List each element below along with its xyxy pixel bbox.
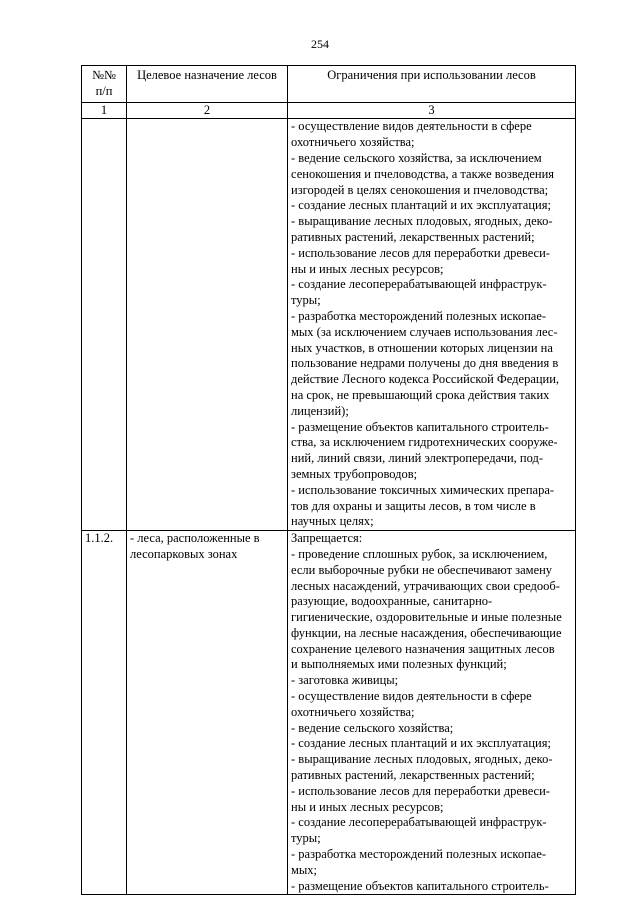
text-line: гигиенические, оздоровительные и иные полезные [291,610,562,625]
text-line: разующие, водоохранные, санитарно- [291,594,493,609]
text-line: - использование токсичных химических препара- [291,482,555,497]
row-number: 1.1.2. [82,531,127,895]
text-line: лицензий); [291,403,349,418]
header-number [82,66,127,103]
row-number [82,119,127,531]
table-row [82,531,576,895]
table-header-row [82,66,576,103]
text-line: туры; [291,293,321,308]
text-line: ративных растений, лекарственных растений; [291,229,535,244]
text-line: пользование недрами получены до дня введения в [291,356,559,371]
text-line: - выращивание лесных плодовых, ягодных, деко- [291,214,553,229]
text-line: - создание лесных плантаций и их эксплуатация; [291,198,551,213]
text-line: - ведение сельского хозяйства, за исключением [291,150,542,165]
text-line: - создание лесоперерабатывающей инфраструк- [291,277,547,292]
text-line: лесных насаждений, утрачивающих свои средооб- [291,578,560,593]
column-number-row [82,102,576,119]
text-line: - размещение объектов капитального строитель- [291,419,549,434]
text-line: на срок, не превышающий срока действия таких [291,387,550,402]
page-number: 254 [311,37,329,51]
text-line: - размещение объектов капитального строитель- [291,878,549,893]
text-line: - проведение сплошных рубок, за исключением, [291,546,548,561]
header-number-line: №№ [92,68,116,82]
text-line: - разработка месторождений полезных ископае- [291,308,547,323]
text-line: - разработка месторождений полезных ископае- [291,847,547,862]
row-purpose [127,531,288,895]
row-restrictions [288,531,576,895]
row-purpose [127,119,288,531]
text-line: ных участков, в отношении которых лицензии на [291,340,553,355]
column-number: 2 [127,102,288,119]
text-line: ства, за исключением гидротехнических сооруже- [291,435,558,450]
text-line: - использование лесов для переработки древеси- [291,245,550,260]
text-line: мых (за исключением случаев использования лес- [291,324,558,339]
text-line: Запрещается: [291,531,363,546]
text-line: туры; [291,831,321,846]
header-purpose: Целевое назначение лесов [127,66,288,103]
text-line: ративных растений, лекарственных растений; [291,768,535,783]
column-number: 1 [82,102,127,119]
text-line: мых; [291,862,318,877]
text-line: охотничьего хозяйства; [291,135,415,150]
text-line: - осуществление видов деятельности в сфере [291,119,532,134]
text-line: изгородей в целях сенокошения и пчеловодства; [291,182,549,197]
text-line: охотничьего хозяйства; [291,704,415,719]
header-number-line: п/п [95,83,113,98]
text-line: научных целях; [291,514,374,529]
text-line: лесопарковых зонах [130,546,238,561]
text-line: - использование лесов для переработки древеси- [291,783,550,798]
text-line: ний, линий связи, линий электропередачи, под- [291,451,544,466]
text-line: - создание лесоперерабатывающей инфраструк- [291,815,547,830]
text-line: ны и иных лесных ресурсов; [291,799,444,814]
text-line: - леса, расположенные в [130,531,260,546]
text-line: и выполняемых ими полезных функций; [291,657,507,672]
text-line: тов для охраны и защиты лесов, в том числе в [291,498,536,513]
text-line: сохранение целевого назначения защитных лесов [291,641,555,656]
row-restrictions [288,119,576,531]
text-line: сенокошения и пчеловодства, а также возведения [291,166,555,181]
text-line: - выращивание лесных плодовых, ягодных, деко- [291,752,553,767]
text-line: - заготовка живицы; [291,673,399,688]
text-line: ны и иных лесных ресурсов; [291,261,444,276]
text-line: - осуществление видов деятельности в сфере [291,689,532,704]
text-line: - создание лесных плантаций и их эксплуатация; [291,736,551,751]
table-row [82,119,576,531]
text-line: - ведение сельского хозяйства; [291,720,454,735]
restrictions-table [81,65,576,895]
text-line: действие Лесного кодекса Российской Федерации, [291,372,560,387]
header-restrictions: Ограничения при использовании лесов [288,66,576,103]
text-line: если выборочные рубки не обеспечивают замену [291,562,553,577]
text-line: земных трубопроводов; [291,466,418,481]
text-line: функции, на лесные насаждения, обеспечивающие [291,625,562,640]
column-number: 3 [288,102,576,119]
